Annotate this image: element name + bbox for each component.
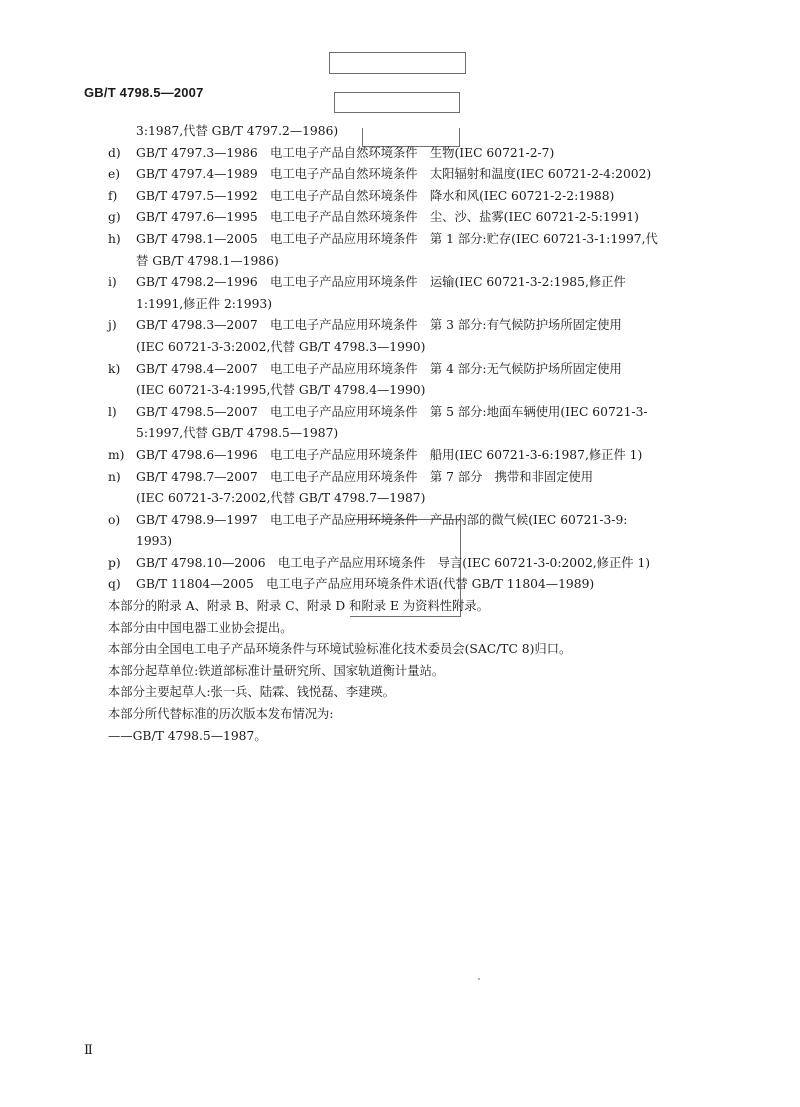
item-line: GB/T 4798.4—2007 电工电子产品应用环境条件 第 4 部分:无气候防护场所固定使用 (136, 361, 622, 376)
item-line: GB/T 4798.7—2007 电工电子产品应用环境条件 第 7 部分 携带和非固定使用 (136, 469, 594, 484)
reference-item (108, 445, 720, 467)
item-letter: p) (108, 555, 121, 570)
item-text (136, 186, 614, 208)
item-letter: l) (108, 404, 117, 419)
item-letter: h) (108, 231, 121, 246)
body-paragraph: 本部分主要起草人:张一兵、陆霖、钱悦磊、李建瑛。 (108, 685, 395, 700)
item-letter: g) (108, 210, 121, 225)
item-line: GB/T 4798.10—2006 电工电子产品应用环境条件 导言(IEC 60721-3-0:2002,修正件 1) (136, 555, 651, 570)
body-paragraph: 本部分由全国电工电子产品环境条件与环境试验标准化技术委员会(SAC/TC 8)归口。 (108, 642, 572, 657)
item-line: (IEC 60721-3-3:2002,代替 GB/T 4798.3—1990) (136, 339, 426, 354)
item-line: GB/T 4798.3—2007 电工电子产品应用环境条件 第 3 部分:有气候防护场所固定使用 (136, 318, 622, 333)
reference-item (108, 553, 720, 575)
item-letter: f) (108, 188, 118, 203)
item-text (136, 272, 626, 315)
item-line: 1993) (136, 534, 173, 549)
stamp-box (329, 52, 466, 74)
item-text (136, 445, 642, 467)
reference-item (108, 359, 720, 402)
item-letter: k) (108, 361, 121, 376)
item-letter: q) (108, 577, 121, 592)
reference-item (108, 164, 720, 186)
reference-item (108, 229, 720, 272)
body-paragraph: 本部分所代替标准的历次版本发布情况为: (108, 707, 334, 722)
item-text (136, 553, 650, 575)
item-text (136, 143, 554, 165)
body-paragraph: 本部分起草单位:铁道部标准计量研究所、国家轨道衡计量站。 (108, 663, 445, 678)
reference-item (108, 402, 720, 445)
item-letter: m) (108, 447, 125, 462)
reference-item (108, 510, 720, 553)
stamp-box (334, 92, 460, 113)
item-line: GB/T 4798.5—2007 电工电子产品应用环境条件 第 5 部分:地面车辆使用(IEC 60721-3- (136, 404, 648, 419)
item-line: GB/T 4797.4—1989 电工电子产品自然环境条件 太阳辐射和温度(IEC 60721-2-4:2002) (136, 167, 652, 182)
item-line: 5:1997,代替 GB/T 4798.5—1987) (136, 426, 339, 441)
item-text (136, 359, 622, 402)
item-text (136, 510, 627, 553)
reference-item (108, 574, 720, 596)
reference-item (108, 143, 720, 165)
item-line: GB/T 4798.1—2005 电工电子产品应用环境条件 第 1 部分:贮存(IEC 60721-3-1:1997,代 (136, 231, 658, 246)
item-letter: j) (108, 318, 117, 333)
item-line: (IEC 60721-3-4:1995,代替 GB/T 4798.4—1990) (136, 383, 426, 398)
item-line: GB/T 4798.2—1996 电工电子产品应用环境条件 运输(IEC 60721-3-2:1985,修正件 (136, 275, 626, 290)
item-letter: d) (108, 145, 121, 160)
body-paragraph: 本部分的附录 A、附录 B、附录 C、附录 D 和附录 E 为资料性附录。 (108, 599, 489, 614)
reference-item (108, 207, 720, 229)
reference-item (108, 315, 720, 358)
body-paragraph: ——GB/T 4798.5—1987。 (108, 728, 267, 743)
paragraph-list (108, 596, 720, 747)
continued-line: 3:1987,代替 GB/T 4797.2—1986) (136, 124, 339, 138)
item-text (136, 574, 594, 596)
item-line: GB/T 4798.9—1997 电工电子产品应用环境条件 产品内部的微气候(IEC 60721-3-9: (136, 512, 628, 527)
item-line: 替 GB/T 4798.1—1986) (136, 253, 279, 268)
item-text (136, 207, 639, 229)
item-letter: n) (108, 469, 121, 484)
item-line: 1:1991,修正件 2:1993) (136, 296, 273, 311)
reference-list (108, 143, 720, 596)
reference-item (108, 272, 720, 315)
item-letter: o) (108, 512, 121, 527)
reference-item (108, 467, 720, 510)
item-line: GB/T 4798.6—1996 电工电子产品应用环境条件 船用(IEC 60721-3-6:1987,修正件 1) (136, 447, 643, 462)
item-text (136, 402, 648, 445)
reference-item (108, 186, 720, 208)
item-letter: i) (108, 275, 117, 290)
item-text (136, 315, 622, 358)
page-number: Ⅱ (84, 1043, 93, 1058)
scan-speck (478, 978, 480, 980)
item-line: GB/T 4797.6—1995 电工电子产品自然环境条件 尘、沙、盐雾(IEC 60721-2-5:1991) (136, 210, 639, 225)
item-line: GB/T 4797.5—1992 电工电子产品自然环境条件 降水和风(IEC 60721-2-2:1988) (136, 188, 615, 203)
item-text (136, 467, 593, 510)
item-line: GB/T 4797.3—1986 电工电子产品自然环境条件 生物(IEC 60721-2-7) (136, 145, 555, 160)
standard-code-header: GB/T 4798.5—2007 (84, 85, 204, 100)
item-line: (IEC 60721-3-7:2002,代替 GB/T 4798.7—1987) (136, 491, 426, 506)
item-letter: e) (108, 167, 121, 182)
item-line: GB/T 11804—2005 电工电子产品应用环境条件术语(代替 GB/T 11804—1989) (136, 577, 595, 592)
item-text (136, 164, 651, 186)
item-text (136, 229, 658, 272)
body-paragraph: 本部分由中国电器工业协会提出。 (108, 620, 293, 635)
document-body (108, 121, 720, 747)
